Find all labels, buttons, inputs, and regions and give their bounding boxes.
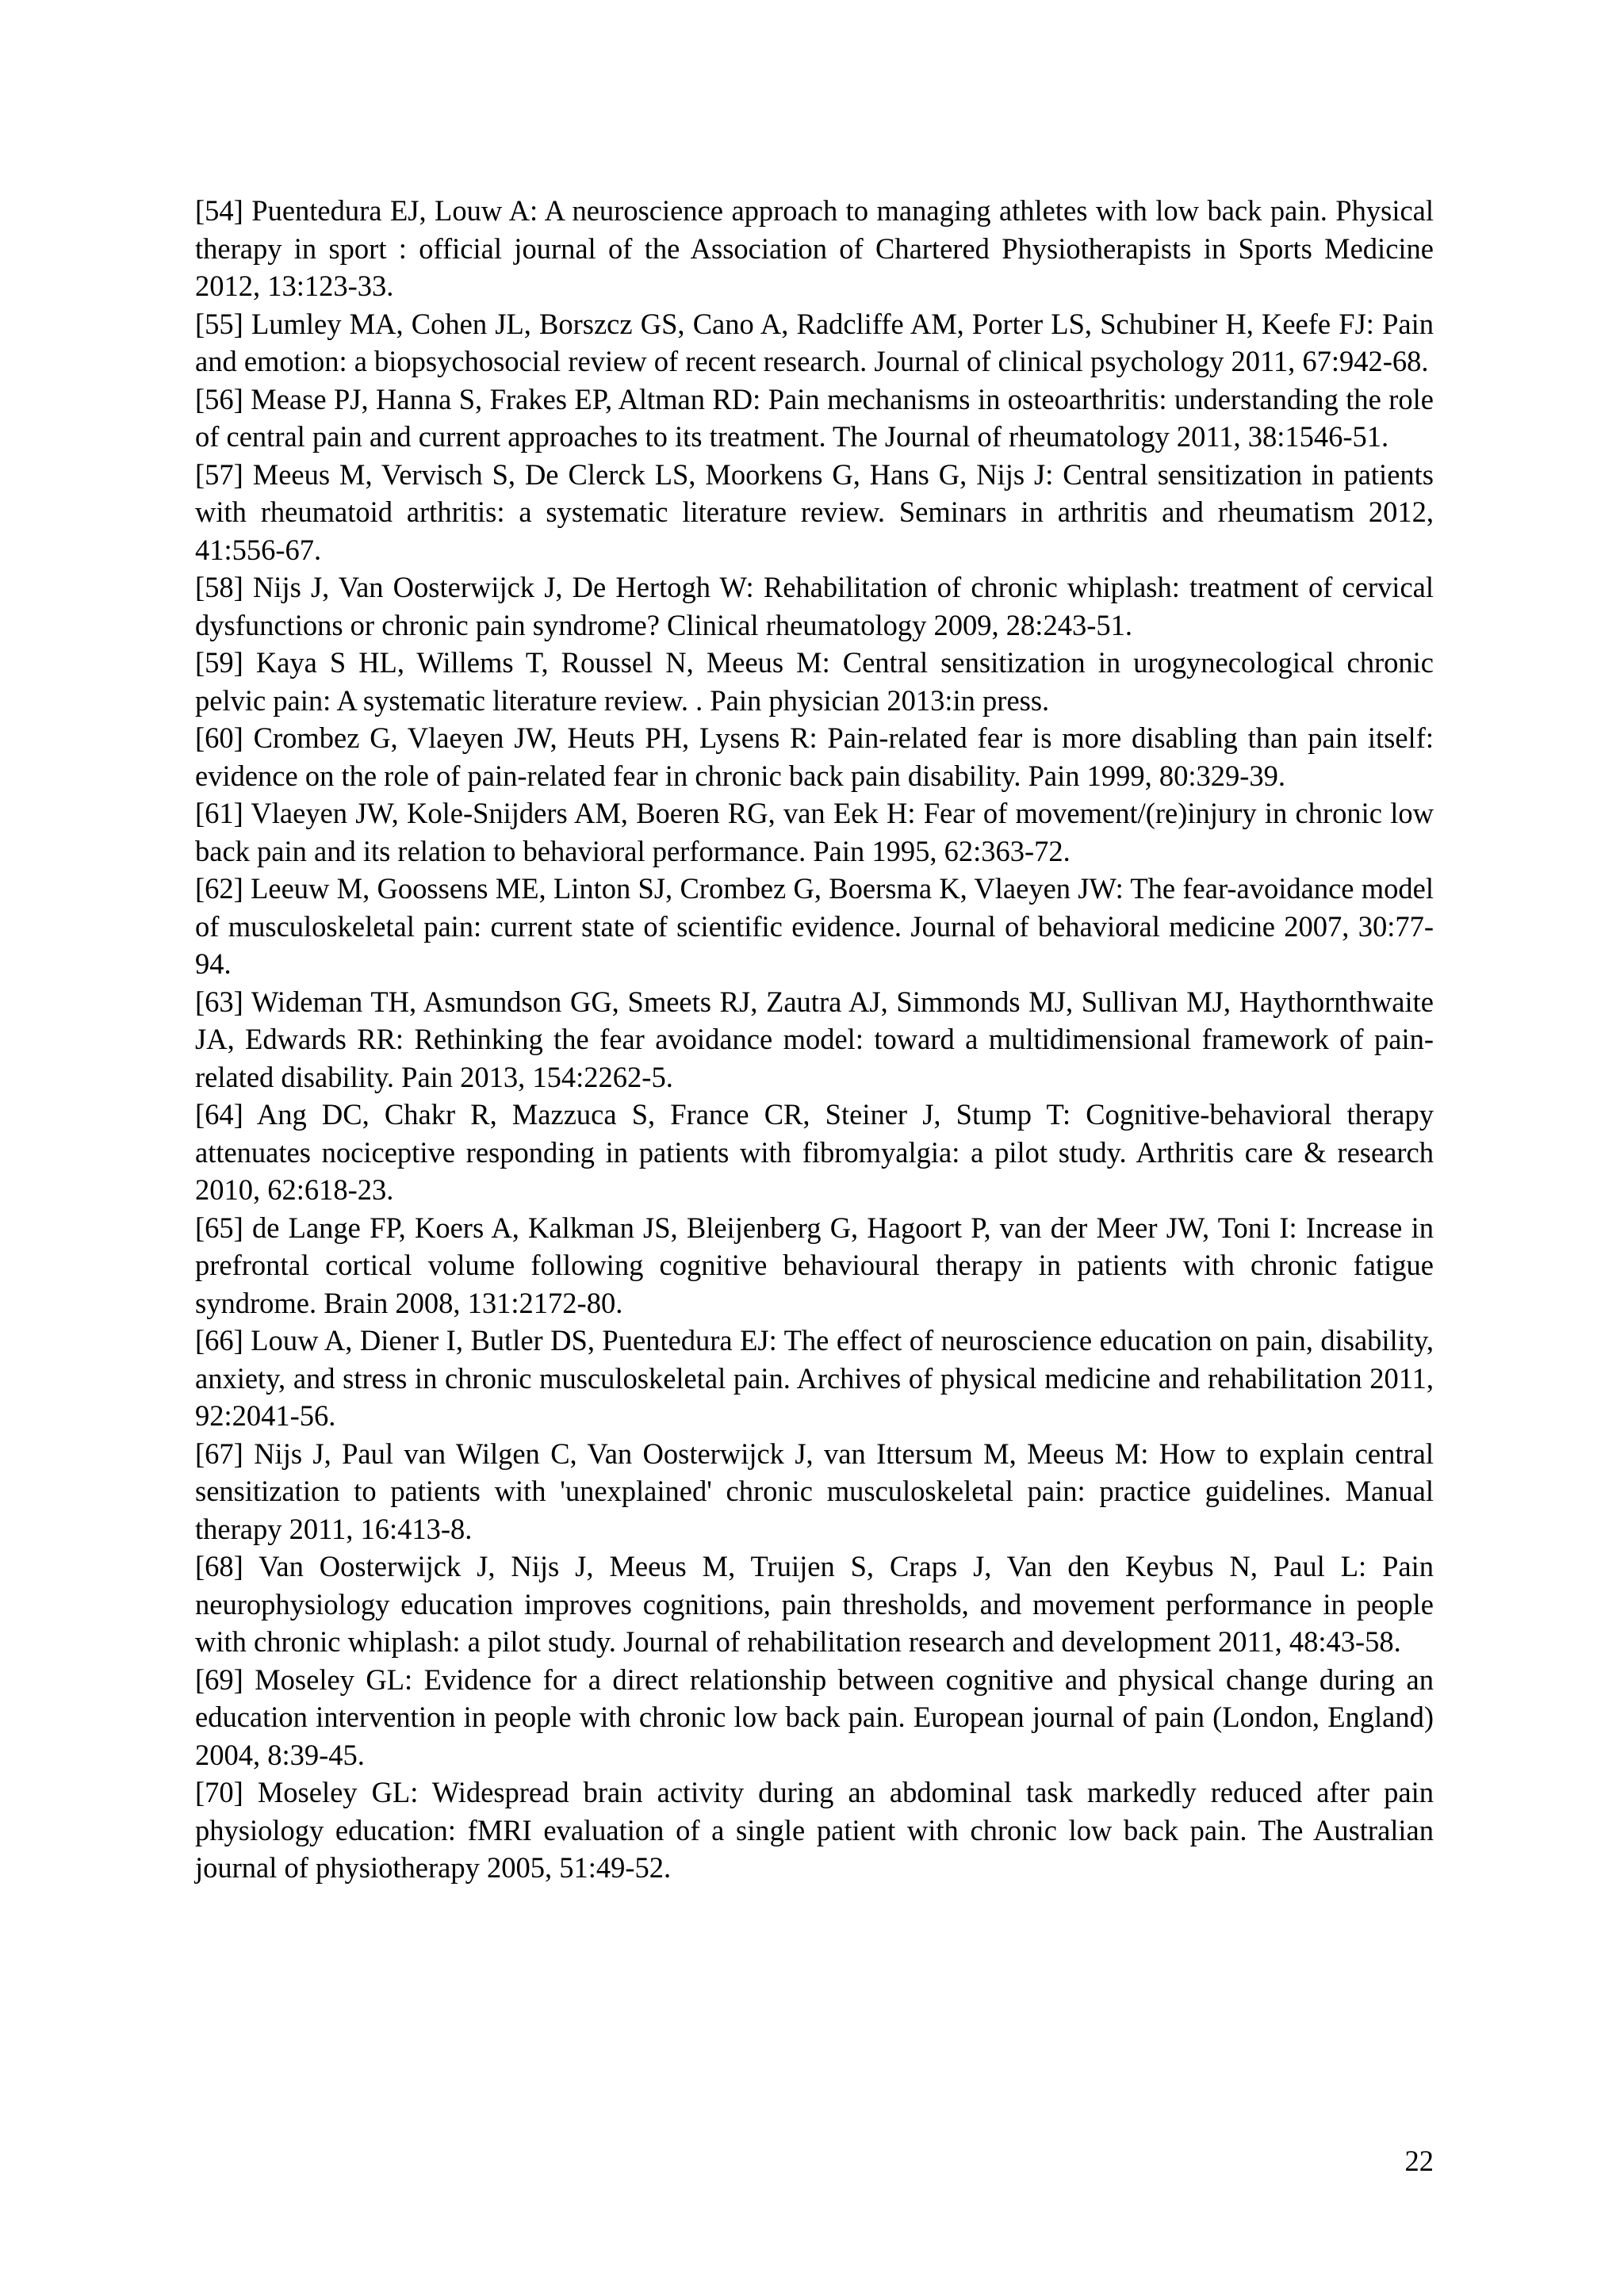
page-number: 22 xyxy=(1404,2145,1434,2177)
reference-64: [64] Ang DC, Chakr R, Mazzuca S, France CR, Steiner J, Stump T: Cognitive-behavioral therapy attenuates nociceptive responding in patients with fibromyalgia: a pilot study. Arthritis care & research 2010, 62:618-23. xyxy=(195,1098,1434,1206)
reference-57: [57] Meeus M, Vervisch S, De Clerck LS, Moorkens G, Hans G, Nijs J: Central sensitization in patients with rheumatoid arthritis: a systematic literature review. Seminars in arthritis and rheumatism 2012, 41:556-67. xyxy=(195,457,1434,566)
reference-62: [62] Leeuw M, Goossens ME, Linton SJ, Crombez G, Boersma K, Vlaeyen JW: The fear-avoidance model of musculoskeletal pain: current state of scientific evidence. Journal of behavioral medicine 2007, 30:77-94. xyxy=(195,872,1434,980)
reference-61: [61] Vlaeyen JW, Kole-Snijders AM, Boeren RG, van Eek H: Fear of movement/(re)injury in chronic low back pain and its relation to behavioral performance. Pain 1995, 62:363-72. xyxy=(195,797,1434,867)
reference-55: [55] Lumley MA, Cohen JL, Borszcz GS, Cano A, Radcliffe AM, Porter LS, Schubiner H, Keefe FJ: Pain and emotion: a biopsychosocial review of recent research. Journal of clinical psychology 2011, 67:942-68. xyxy=(195,307,1434,377)
reference-67: [67] Nijs J, Paul van Wilgen C, Van Oosterwijck J, van Ittersum M, Meeus M: How to explain central sensitization to patients with 'unexplained' chronic musculoskeletal pain: practice guidelines. Manual therapy 2011, 16:413-8. xyxy=(195,1437,1434,1545)
reference-54: [54] Puentedura EJ, Louw A: A neuroscience approach to managing athletes with low back pain. Physical therapy in sport : official journal of the Association of Chartered Physiotherapists in Sports Medicine 2012, 13:123-33. xyxy=(195,194,1434,302)
reference-list xyxy=(195,192,1434,1887)
reference-66: [66] Louw A, Diener I, Butler DS, Puentedura EJ: The effect of neuroscience education on pain, disability, anxiety, and stress in chronic musculoskeletal pain. Archives of physical medicine and rehabilitation 2011, 92:2041-56. xyxy=(195,1324,1434,1432)
reference-69: [69] Moseley GL: Evidence for a direct relationship between cognitive and physical change during an education intervention in people with chronic low back pain. European journal of pain (London, England) 2004, 8:39-45. xyxy=(195,1663,1434,1771)
reference-70: [70] Moseley GL: Widespread brain activity during an abdominal task markedly reduced after pain physiology education: fMRI evaluation of a single patient with chronic low back pain. The Australian journal of physiotherapy 2005, 51:49-52. xyxy=(195,1776,1434,1884)
reference-63: [63] Wideman TH, Asmundson GG, Smeets RJ, Zautra AJ, Simmonds MJ, Sullivan MJ, Haythornthwaite JA, Edwards RR: Rethinking the fear avoidance model: toward a multidimensional framework of pain-related disability. Pain 2013, 154:2262-5. xyxy=(195,985,1434,1093)
reference-56: [56] Mease PJ, Hanna S, Frakes EP, Altman RD: Pain mechanisms in osteoarthritis: understanding the role of central pain and current approaches to its treatment. The Journal of rheumatology 2011, 38:1546-51. xyxy=(195,382,1434,453)
reference-65: [65] de Lange FP, Koers A, Kalkman JS, Bleijenberg G, Hagoort P, van der Meer JW, Toni I: Increase in prefrontal cortical volume following cognitive behavioural therapy in patients with chronic fatigue syndrome. Brain 2008, 131:2172-80. xyxy=(195,1211,1434,1319)
reference-58: [58] Nijs J, Van Oosterwijck J, De Hertogh W: Rehabilitation of chronic whiplash: treatment of cervical dysfunctions or chronic pain syndrome? Clinical rheumatology 2009, 28:243-51. xyxy=(195,571,1434,641)
reference-59: [59] Kaya S HL, Willems T, Roussel N, Meeus M: Central sensitization in urogynecological chronic pelvic pain: A systematic literature review. . Pain physician 2013:in press. xyxy=(195,646,1434,717)
reference-60: [60] Crombez G, Vlaeyen JW, Heuts PH, Lysens R: Pain-related fear is more disabling than pain itself: evidence on the role of pain-related fear in chronic back pain disability. Pain 1999, 80:329-39. xyxy=(195,721,1434,792)
reference-68: [68] Van Oosterwijck J, Nijs J, Meeus M, Truijen S, Craps J, Van den Keybus N, Paul L: Pain neurophysiology education improves cognitions, pain thresholds, and movement performance in people with chronic whiplash: a pilot study. Journal of rehabilitation research and development 2011, 48:43-58. xyxy=(195,1550,1434,1658)
